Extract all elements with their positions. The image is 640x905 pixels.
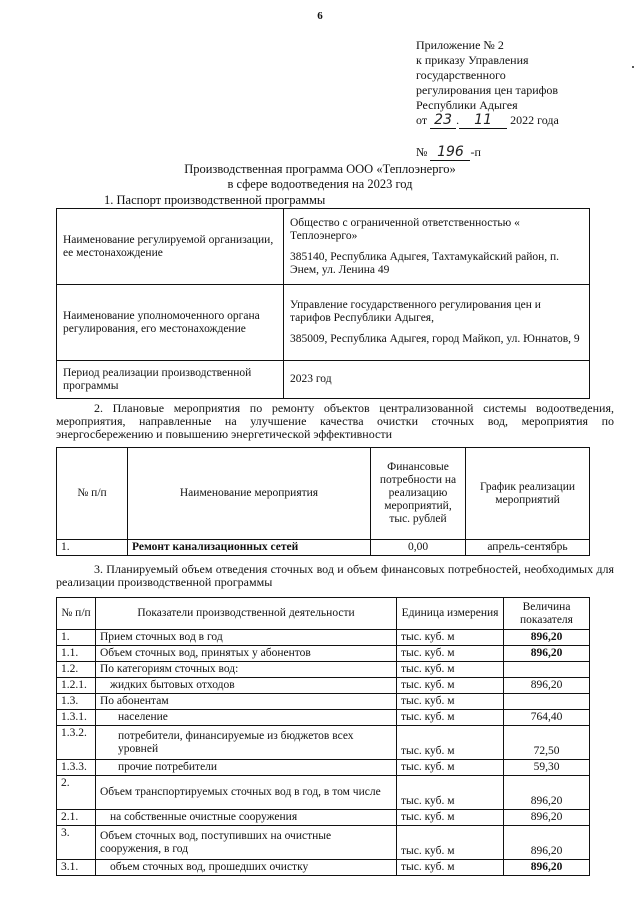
volumes-header-value: Величина показателя — [504, 598, 590, 630]
date-prefix: от — [416, 113, 428, 127]
org-address: 385140, Республика Адыгея, Тахтамукайский район, п. Энем, ул. Ленина 49 — [290, 250, 560, 276]
row-indicator: Прием сточных вод в год — [96, 630, 397, 646]
row-indicator: Объем сточных вод, поступивших на очистные сооружения, в год — [96, 826, 397, 860]
table-row — [57, 776, 590, 810]
row-indicator: прочие потребители — [96, 760, 397, 776]
table-row — [57, 662, 590, 678]
table-row — [57, 678, 590, 694]
measures-table — [56, 447, 590, 556]
order-number: 196 — [430, 145, 470, 161]
passport-label-period: Период реализации производственной программы — [57, 361, 284, 399]
row-unit: тыс. куб. м — [397, 694, 504, 710]
volumes-header-unit: Единица измерения — [397, 598, 504, 630]
row-num: 1. — [57, 630, 96, 646]
appendix-line-2: к приказу Управления — [416, 53, 529, 67]
row-value: 59,30 — [504, 760, 590, 776]
measures-header-fin: Финансовые потребности на реализацию мероприятий, тыс. рублей — [371, 448, 466, 540]
appendix-line-4: регулирования цен тарифов — [416, 83, 559, 97]
row-num: 2.1. — [57, 810, 96, 826]
passport-label-org: Наименование регулируемой организации, ее местонахождение — [57, 209, 284, 285]
passport-table — [56, 208, 590, 399]
regulator-name: Управление государственного регулирования цен и тарифов Республики Адыгея, — [290, 299, 541, 324]
table-row — [57, 630, 590, 646]
row-value: 72,50 — [504, 726, 590, 760]
passport-value-org — [284, 209, 590, 285]
measures-header-schedule: График реализации мероприятий — [466, 448, 590, 540]
row-num: 3. — [57, 826, 96, 860]
row-unit: тыс. куб. м — [397, 760, 504, 776]
table-row — [57, 694, 590, 710]
table-row — [57, 646, 590, 662]
row-unit: тыс. куб. м — [397, 678, 504, 694]
number-suffix: -п — [470, 145, 481, 159]
appendix-number — [416, 145, 559, 161]
regulator-address: 385009, Республика Адыгея, город Майкоп, ул. Юннатов, 9 — [290, 333, 580, 345]
row-num: 1.2.1. — [57, 678, 96, 694]
row-unit: тыс. куб. м — [397, 630, 504, 646]
section-3-title: 3. Планируемый объем отведения сточных вод и объем финансовых потребностей, необходимых для реализации производственной программы — [56, 562, 614, 589]
measure-name: Ремонт канализационных сетей — [128, 540, 371, 556]
row-value — [504, 662, 590, 678]
number-prefix: № — [416, 145, 428, 159]
appendix-line-5: Республики Адыгея — [416, 98, 518, 112]
appendix-block — [416, 38, 559, 161]
row-value — [504, 694, 590, 710]
row-value: 896,20 — [504, 776, 590, 810]
row-unit: тыс. куб. м — [397, 810, 504, 826]
row-num: 1.2. — [57, 662, 96, 678]
row-value: 896,20 — [504, 826, 590, 860]
table-row — [57, 726, 590, 760]
row-num: 1.3.1. — [57, 710, 96, 726]
row-unit: тыс. куб. м — [397, 776, 504, 810]
measures-header-num: № п/п — [57, 448, 128, 540]
row-num: 3.1. — [57, 860, 96, 876]
passport-value-period: 2023 год — [284, 361, 590, 399]
appendix-date: от 23 . 11 2022 года — [416, 112, 559, 128]
row-indicator: потребители, финансируемые из бюджетов всех уровней — [96, 726, 397, 760]
row-indicator: По категориям сточных вод: — [96, 662, 397, 678]
org-name: Общество с ограниченной ответственностью « Теплоэнерго» — [290, 216, 520, 242]
row-unit: тыс. куб. м — [397, 860, 504, 876]
passport-value-regulator — [284, 285, 590, 361]
row-unit: тыс. куб. м — [397, 662, 504, 678]
volumes-header-indicator: Показатели производственной деятельности — [96, 598, 397, 630]
date-day: 23 — [430, 113, 456, 129]
table-row — [57, 860, 590, 876]
row-num: 2. — [57, 776, 96, 810]
row-num: 1.1. — [57, 646, 96, 662]
row-indicator: Объем транспортируемых сточных вод в год, в том числе — [96, 776, 397, 810]
volumes-table — [56, 597, 590, 876]
row-unit: тыс. куб. м — [397, 646, 504, 662]
row-value: 896,20 — [504, 646, 590, 662]
row-value: 896,20 — [504, 678, 590, 694]
scan-speck — [632, 66, 634, 68]
row-value: 896,20 — [504, 630, 590, 646]
table-row — [57, 810, 590, 826]
row-unit: тыс. куб. м — [397, 826, 504, 860]
row-num: 1.3. — [57, 694, 96, 710]
row-unit: тыс. куб. м — [397, 726, 504, 760]
row-num: 1.3.3. — [57, 760, 96, 776]
section-1-title: 1. Паспорт производственной программы — [104, 193, 326, 207]
table-row — [57, 540, 590, 556]
program-title-line-2: в сфере водоотведения на 2023 год — [227, 177, 413, 191]
table-row — [57, 826, 590, 860]
appendix-line-1: Приложение № 2 — [416, 38, 504, 52]
page-number: 6 — [317, 10, 323, 22]
row-indicator: население — [96, 710, 397, 726]
row-indicator: на собственные очистные сооружения — [96, 810, 397, 826]
table-row — [57, 760, 590, 776]
measures-header-name: Наименование мероприятия — [128, 448, 371, 540]
date-month: 11 — [459, 113, 507, 129]
row-unit: тыс. куб. м — [397, 710, 504, 726]
row-indicator: Объем сточных вод, принятых у абонентов — [96, 646, 397, 662]
table-row — [57, 710, 590, 726]
row-indicator: жидких бытовых отходов — [96, 678, 397, 694]
row-value: 764,40 — [504, 710, 590, 726]
row-value: 896,20 — [504, 810, 590, 826]
row-indicator: объем сточных вод, прошедших очистку — [96, 860, 397, 876]
program-title-line-1: Производственная программа ООО «Теплоэнерго» — [184, 162, 456, 176]
row-indicator: По абонентам — [96, 694, 397, 710]
appendix-line-3: государственного — [416, 68, 506, 82]
row-num: 1.3.2. — [57, 726, 96, 760]
measure-schedule: апрель-сентябрь — [466, 540, 590, 556]
measure-fin: 0,00 — [371, 540, 466, 556]
volumes-header-num: № п/п — [57, 598, 96, 630]
passport-label-regulator: Наименование уполномоченного органа регулирования, его местонахождение — [57, 285, 284, 361]
measure-num: 1. — [57, 540, 128, 556]
date-year: 2022 года — [510, 113, 559, 127]
row-value: 896,20 — [504, 860, 590, 876]
section-2-title: 2. Плановые мероприятия по ремонту объектов централизованной системы водоотведения, мероприятия, направленные на улучшение качества очистки сточных вод, мероприятия по энергосбережению и повышению энергетической эффективности — [56, 401, 614, 441]
